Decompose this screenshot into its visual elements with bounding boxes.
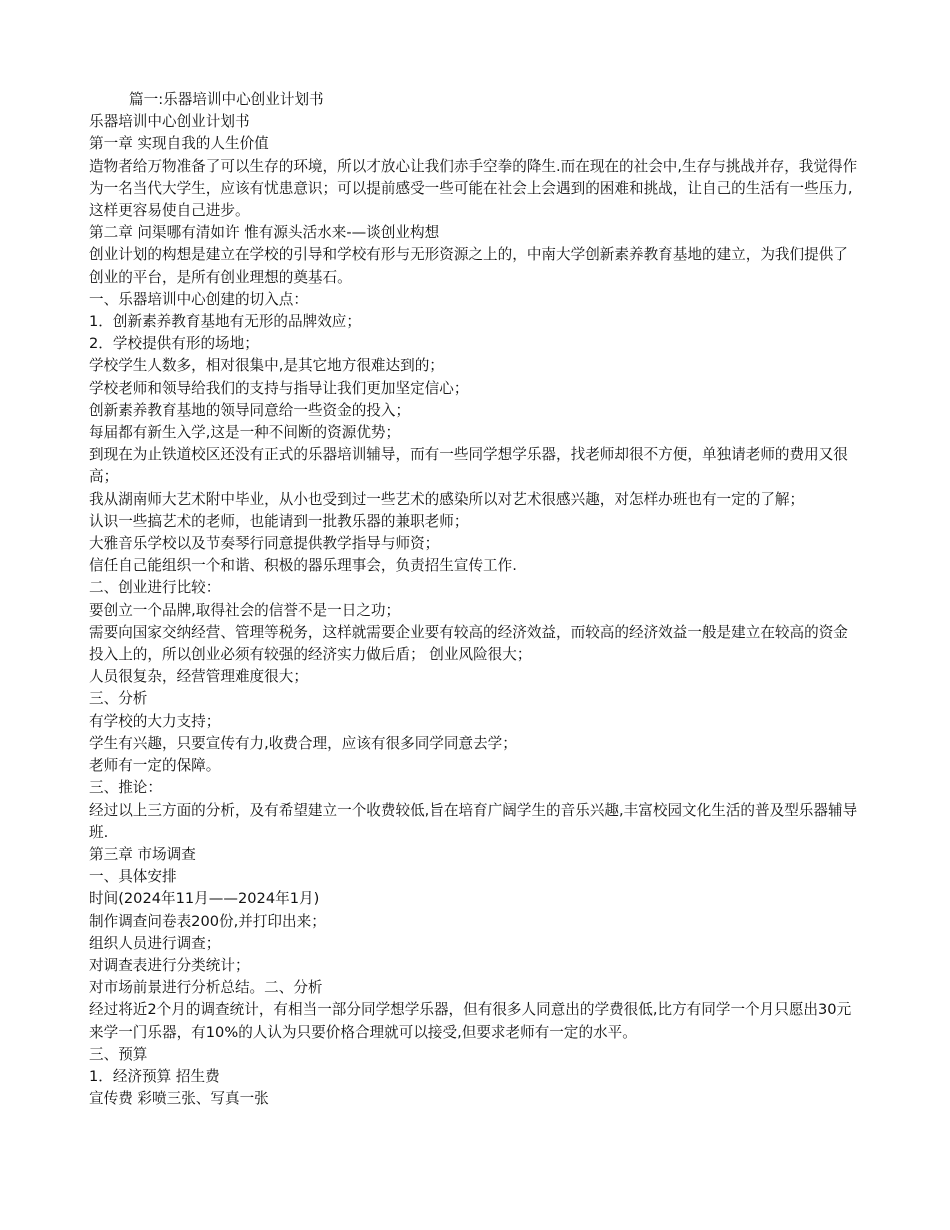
paragraph: 要创立一个品牌,取得社会的信誉不是一日之功； [89,601,401,619]
chapter-heading: 第一章 实现自我的人生价值 [89,135,269,153]
paragraph: 经过将近2个月的调查统计，有相当一部分同学想学乐器，但有很多人同意出的学费很低,比方有同学一个月只愿出30元来学一门乐器，有10%的人认为只要价格合理就可以接受,但要求老师有一定的水平。 [89,1001,852,1041]
list-item: 1．创新素养教育基地有无形的品牌效应； [89,313,361,331]
paragraph: 需要向国家交纳经营、管理等税务，这样就需要企业要有较高的经济效益，而较高的经济效益一般是建立在较高的资金投入上的，所以创业必须有较强的经济实力做后盾； 创业风险很大； [89,623,848,664]
paragraph: 学校老师和领导给我们的支持与指导让我们更加坚定信心； [89,379,469,397]
document-page [89,89,861,1110]
paragraph: 制作调查问卷表200份,并打印出来； [89,912,326,930]
paragraph: 人员很复杂，经营管理难度很大； [89,668,308,686]
subsection-heading: 一、具体安排 [89,868,177,886]
paragraph: 有学校的大力支持； [89,712,221,730]
paragraph: 大雅音乐学校以及节奏琴行同意提供教学指导与师资； [89,535,440,553]
paragraph: 宣传费 彩喷三张、写真一张 [89,1090,269,1108]
list-item: 1．经济预算 招生费 [89,1067,220,1085]
chapter-heading: 第二章 问渠哪有清如许 惟有源头活水来-—谈创业构想 [89,224,440,242]
section-heading: 篇一:乐器培训中心创业计划书 [129,91,324,108]
paragraph: 时间(2024年11月——2024年1月) [89,890,320,908]
paragraph: 经过以上三方面的分析，及有希望建立一个收费较低,旨在培育广阔学生的音乐兴趣,丰富校园文化生活的普及型乐器辅导班. [89,801,858,841]
paragraph: 信任自己能组织一个和谐、积极的器乐理事会，负责招生宣传工作. [89,557,517,575]
paragraph: 对市场前景进行分析总结。二、分析 [89,979,323,997]
chapter-heading: 第三章 市场调查 [89,845,196,863]
subsection-heading: 一、乐器培训中心创建的切入点： [89,290,308,308]
paragraph: 认识一些搞艺术的老师，也能请到一批教乐器的兼职老师； [89,512,469,530]
paragraph: 学生有兴趣，只要宣传有力,收费合理，应该有很多同学同意去学； [89,734,517,752]
subsection-heading: 三、分析 [89,690,148,708]
list-item: 2．学校提供有形的场地； [89,335,259,353]
subsection-heading: 二、创业进行比较： [89,579,221,597]
paragraph: 老师有一定的保障。 [89,757,221,775]
subsection-heading: 三、预算 [89,1045,148,1063]
paragraph: 创新素养教育基地的领导同意给一些资金的投入； [89,401,411,419]
paragraph: 学校学生人数多，相对很集中,是其它地方很难达到的； [89,357,444,375]
paragraph: 到现在为止铁道校区还没有正式的乐器培训辅导，而有一些同学想学乐器，找老师却很不方便，单独请老师的费用又很高； [89,446,848,486]
subsection-heading: 三、推论： [89,779,162,797]
paragraph: 创业计划的构想是建立在学校的引导和学校有形与无形资源之上的，中南大学创新素养教育基地的建立，为我们提供了创业的平台，是所有创业理想的奠基石。 [89,246,848,286]
paragraph: 每届都有新生入学,这是一种不间断的资源优势； [89,424,401,442]
paragraph: 组织人员进行调查； [89,934,221,952]
paragraph: 对调查表进行分类统计； [89,956,250,974]
paragraph: 造物者给万物准备了可以生存的环境，所以才放心让我们赤手空拳的降生.而在现在的社会中,生存与挑战并存，我觉得作为一名当代大学生，应该有忧患意识；可以提前感受一些可能在社会上会遇到的困难和挑战，让自己的生活有一些压力,这样更容易使自己进步。 [89,157,858,220]
document-title: 乐器培训中心创业计划书 [89,113,250,131]
paragraph: 我从湖南师大艺术附中毕业，从小也受到过一些艺术的感染所以对艺术很感兴趣，对怎样办班也有一定的了解； [89,490,805,508]
